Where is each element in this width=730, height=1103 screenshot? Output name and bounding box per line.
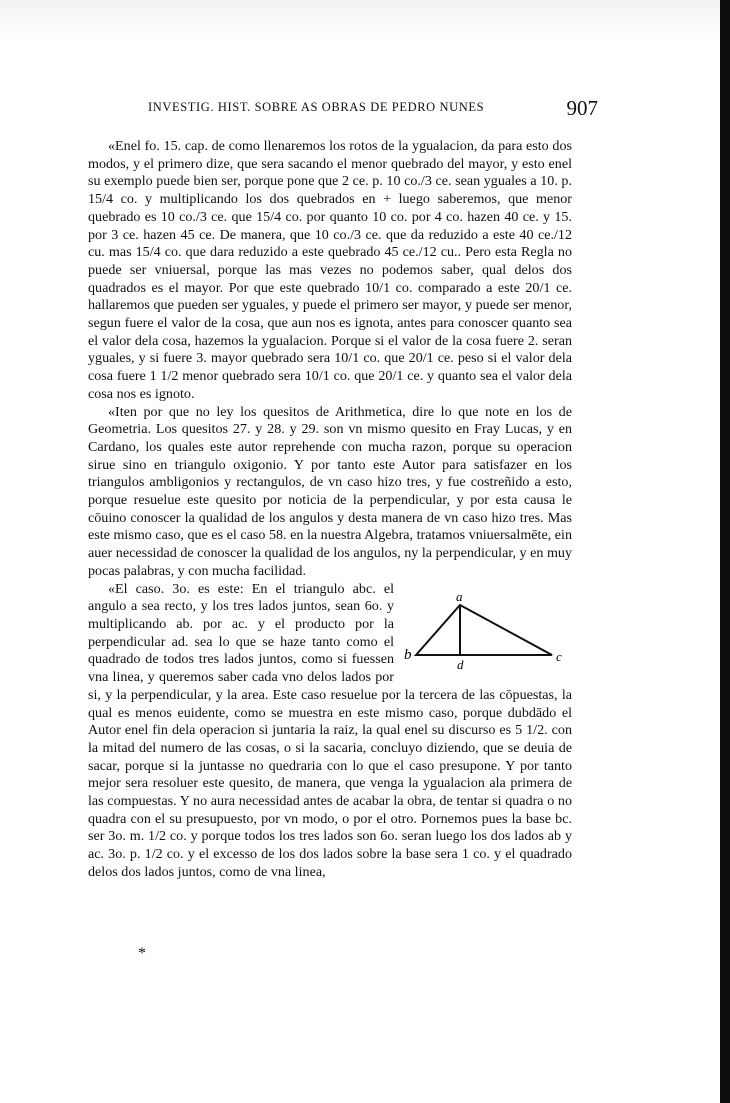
paragraph-triangle-block <box>88 581 572 882</box>
footer-mark: * <box>138 945 146 962</box>
page-body <box>88 138 572 882</box>
vertex-label-b: b <box>404 646 412 663</box>
triangle-abc <box>416 605 552 655</box>
paragraph-quebrados: «Enel fo. 15. cap. de como llenaremos los rotos de la ygualacion, da para esto dos modos, y el primero dize, que sera sacando el menor quebrado del mayor, y esto enel su exemplo puede bien ser, porque pone que 2 ce. p. 10 co./3 ce. sean yguales a 10. p. 15/4 co. y multiplicando los dos quebrados en + luego saberemos, que menor quebrado es 10 co./3 ce. que 15/4 co. por quanto 10 co. por 4 co. hazen 40 ce. y 15. por 3 ce. hazen 45 ce. De manera, que 10 co./3 ce. que da reduzido a este 40 ce./12 cu. mas 15/4 co. que dara reduzido a este quebrado 45 ce./12 cu.. Pero esta Regla no puede ser vniuersal, porque las mas vezes no podemos saber, qual delos dos quadrados es el mayor. Por que este quebrado 10/1 co. comparado a este 20/1 ce. hallaremos que pueden ser yguales, y puede el primero ser mayor, y puede ser menor, segun fuere el valor de la cosa, que aun nos es ignota, antes para conoscer quanto sea el valor dela cosa, hazemos la ygualacion. Porque si el valor de la cosa fuere 2. seran yguales, y si fuere 3. mayor quebrado sera 10/1 co. que 20/1 ce. peso si el valor dela cosa fuere 1 1/2 menor quebrado sera 10/1 co. que 20/1 ce. y quanto sea el valor dela cosa nos es ignoto. <box>88 138 572 402</box>
triangle-diagram <box>402 593 572 673</box>
triangle-figure <box>402 593 572 673</box>
vertex-label-c: c <box>556 648 562 664</box>
vertex-label-d: d <box>457 656 464 672</box>
running-head: INVESTIG. HIST. SOBRE AS OBRAS DE PEDRO NUNES <box>148 100 485 114</box>
page-number: 907 <box>566 96 598 120</box>
paragraph-triangle: «El caso. 3o. es este: En el triangulo abc. el angulo a sea recto, y los tres lados juntos, sean 6o. y multiplicando ab. por ac. y el producto por la perpendicular ad. sea lo que se haze tanto como el quadrado de todos tres lados juntos, como si fuessen vna linea, y queremos saber cada vno delos lados por si, y la perpendicular, y la area. Este caso resuelue por la tercera de las cōpuestas, la qual es menos euidente, como se muestra en este mismo caso, porque dubdādo el Autor enel fin dela operacion si juntaria la raiz, la qual enel su discurso es 5 1/2. con la mitad del numero de las cosas, o si la sacaria, concluyo diziendo, que se deuia de sacar, porque si la juntasse no quedraria con lo que el caso presupone. Y por tanto mejor sera resoluer este quesito, de manera, que venga la ygualacion ala primera de las compuestas. Y no aura necessidad antes de acabar la obra, de tentar si quadra o no quadra con el su presupuesto, por vn modo, o por el otro. Pornemos pues la base bc. ser 3o. m. 1/2 co. y porque todos los tres lados son 6o. seran luego los dos lados ab y ac. 3o. p. 1/2 co. y el excesso de los dos lados sobre la base sera 1 co. y el quadrado delos dos lados juntos, como de vna linea, <box>88 580 572 880</box>
page-header <box>148 96 598 122</box>
paragraph-quesitos: «Iten por que no ley los quesitos de Arithmetica, dire lo que note en los de Geometria. Los quesitos 27. y 28. y 29. son vn mismo quesito en Fray Lucas, y en Cardano, los quales este autor reprehende con mucha razon, porque su operacion sirue sino en triangulo oxigonio. Y por tanto este Autor para satisfazer en los triangulos ambligonios y rectangulos, de vn caso hizo tres, y fue costreñido a esto, porque resuelue este quesito por noticia de la perpendicular, y por esta causa le cōuino conoscer la qualidad de los angulos y desta manera de vn caso hizo tres. Mas este mismo caso, que es el caso 58. en la nuestra Algebra, tratamos vniuersalmēte, ein auer necessidad de conoscer la qualidad de los angulos, ny la perpendicular, y en muy pocas palabras, y con mucha facilidad. <box>88 403 572 579</box>
vertex-label-a: a <box>456 592 463 604</box>
